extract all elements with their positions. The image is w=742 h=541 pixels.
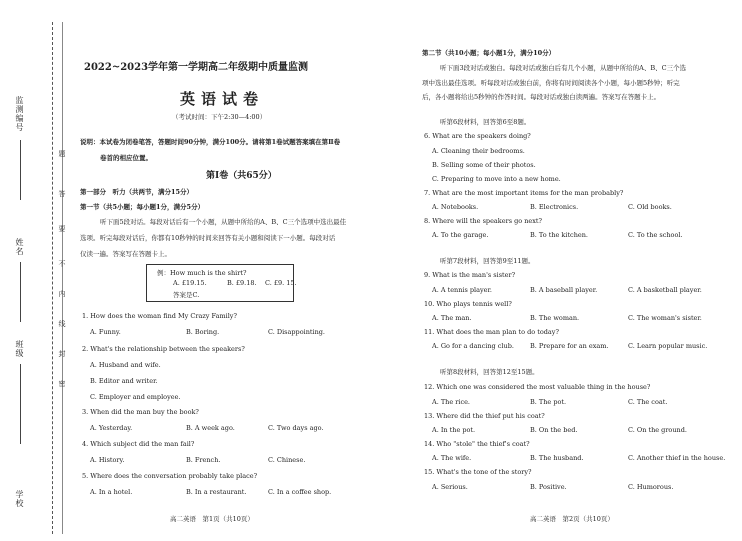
option-a: A. Serious. bbox=[432, 483, 468, 491]
note-line-2: 卷首的相应位置。 bbox=[100, 154, 152, 162]
page-1-footer: 高二英语 第1页（共10页） bbox=[170, 515, 254, 523]
option-c: C. In a coffee shop. bbox=[268, 488, 332, 496]
option-a: A. Husband and wife. bbox=[90, 361, 161, 369]
option-a: A. Cleaning their bedrooms. bbox=[432, 147, 525, 155]
section-1-heading: 第一节（共5小题；每小题1分，满分5分） bbox=[80, 203, 205, 211]
example-option-b: B. £9.18. bbox=[227, 279, 257, 287]
section-2-heading: 第二节（共10小题；每小题1分，满分10分） bbox=[422, 49, 556, 57]
exam-no-label: 监测编号 bbox=[15, 96, 24, 132]
seal-char: 内 bbox=[58, 290, 66, 297]
option-b: B. Prepare for an exam. bbox=[530, 342, 609, 350]
option-b: B. Boring. bbox=[186, 328, 220, 336]
option-b: B. In a restaurant. bbox=[186, 488, 247, 496]
question-text: 6. What are the speakers doing? bbox=[424, 132, 531, 140]
option-a: A. The rice. bbox=[432, 398, 471, 406]
example-option-a: A. £19.15. bbox=[173, 279, 207, 287]
instruction-line-1: 听下面5段对话。每段对话后有一个小题，从题中所给的A、B、C三个选项中选出最佳 bbox=[100, 218, 347, 226]
option-a: A. History. bbox=[90, 456, 125, 464]
question-text: 14. Who "stole" the thief's coat? bbox=[424, 440, 530, 448]
question-text: 8. Where will the speakers go next? bbox=[424, 217, 543, 225]
option-a: A. Funny. bbox=[90, 328, 121, 336]
example-question: 例：How much is the shirt? bbox=[157, 269, 247, 277]
material-heading: 听第8段材料，回答第12至15题。 bbox=[440, 368, 539, 376]
example-answer: 答案是C. bbox=[173, 291, 200, 299]
option-c: C. On the ground. bbox=[628, 426, 687, 434]
option-c: C. To the school. bbox=[628, 231, 683, 239]
option-c: C. Disappointing. bbox=[268, 328, 325, 336]
class-line bbox=[20, 364, 21, 444]
question-text: 11. What does the man plan to do today? bbox=[424, 328, 559, 336]
option-a: A. In the pot. bbox=[432, 426, 476, 434]
question-text: 2. What's the relationship between the speakers? bbox=[82, 345, 245, 353]
option-b: B. Selling some of their photos. bbox=[432, 161, 536, 169]
question-text: 13. Where did the thief put his coat? bbox=[424, 412, 545, 420]
part-1-heading: 第一部分 听力（共两节，满分15分） bbox=[80, 188, 194, 196]
seal-char: 不 bbox=[58, 260, 66, 267]
material-heading: 听第6段材料，回答第6至8题。 bbox=[440, 118, 531, 126]
option-a: A. In a hotel. bbox=[90, 488, 133, 496]
option-b: B. To the kitchen. bbox=[530, 231, 588, 239]
seal-char: 密 bbox=[58, 380, 66, 387]
question-text: 5. Where does the conversation probably take place? bbox=[82, 472, 258, 480]
question-text: 10. Who plays tennis well? bbox=[424, 300, 512, 308]
option-a: A. The wife. bbox=[432, 454, 472, 462]
question-text: 9. What is the man's sister? bbox=[424, 271, 516, 279]
option-c: C. Employer and employee. bbox=[90, 393, 181, 401]
question-text: 4. Which subject did the man fail? bbox=[82, 440, 195, 448]
material-heading: 听第7段材料，回答第9至11题。 bbox=[440, 257, 535, 265]
option-b: B. Electronics. bbox=[530, 203, 579, 211]
exam-time: （考试时间：下午2:30—4:00） bbox=[172, 113, 267, 121]
option-a: A. To the garage. bbox=[432, 231, 489, 239]
option-b: B. Editor and writer. bbox=[90, 377, 158, 385]
option-a: A. Notebooks. bbox=[432, 203, 479, 211]
binding-margin bbox=[0, 0, 56, 541]
seal-char: 要 bbox=[58, 225, 66, 232]
option-b: B. A week ago. bbox=[186, 424, 235, 432]
exam-no-line bbox=[20, 140, 21, 200]
name-label: 姓名 bbox=[15, 238, 24, 256]
option-c: C. Preparing to move into a new home. bbox=[432, 175, 561, 183]
option-c: C. Humorous. bbox=[628, 483, 674, 491]
seal-char: 答 bbox=[58, 190, 66, 197]
option-b: B. The woman. bbox=[530, 314, 580, 322]
seal-char: 线 bbox=[58, 320, 66, 327]
seal-char: 题 bbox=[58, 150, 66, 157]
question-text: 3. When did the man buy the book? bbox=[82, 408, 199, 416]
option-a: A. Go for a dancing club. bbox=[432, 342, 514, 350]
instruction-line-3: 仅读一遍。答案写在答题卡上。 bbox=[80, 250, 171, 258]
exam-title: 2022~2023学年第一学期高二年级期中质量监测 bbox=[84, 62, 309, 73]
subject-title: 英语试卷 bbox=[180, 90, 265, 108]
question-text: 7. What are the most important items for the man probably? bbox=[424, 189, 624, 197]
option-c: C. The coat. bbox=[628, 398, 668, 406]
question-text: 15. What's the tone of the story? bbox=[424, 468, 532, 476]
option-c: C. The woman's sister. bbox=[628, 314, 702, 322]
seal-char: 封 bbox=[58, 350, 66, 357]
option-c: C. Old books. bbox=[628, 203, 672, 211]
option-b: B. The pot. bbox=[530, 398, 567, 406]
example-option-c: C. £9. 15. bbox=[265, 279, 297, 287]
option-b: B. The husband. bbox=[530, 454, 584, 462]
instruction-line-3: 后，各小题将给出5秒钟的作答时间。每段对话或独白读两遍。答案写在答题卡上。 bbox=[422, 93, 661, 101]
name-line bbox=[20, 262, 21, 322]
seal-line bbox=[52, 22, 53, 534]
option-a: A. Yesterday. bbox=[90, 424, 133, 432]
option-c: C. Chinese. bbox=[268, 456, 306, 464]
note-line-1: 说明：本试卷为闭卷笔答，答题时间90分钟，满分100分。请将第1卷试题答案填在第Ⅱ卷 bbox=[80, 138, 341, 146]
option-b: B. A baseball player. bbox=[530, 286, 598, 294]
instruction-line-2: 项中选出最佳选项。听每段对话或独白前，你将有时间阅读各个小题，每小题5秒钟；听完 bbox=[422, 79, 680, 87]
question-text: 1. How does the woman find My Crazy Family? bbox=[82, 312, 237, 320]
volume-1-heading: 第Ⅰ卷（共65分） bbox=[206, 171, 277, 181]
class-label: 班级 bbox=[15, 340, 24, 358]
option-b: B. French. bbox=[186, 456, 221, 464]
option-b: B. Positive. bbox=[530, 483, 567, 491]
option-a: A. The man. bbox=[432, 314, 472, 322]
option-c: C. Learn popular music. bbox=[628, 342, 708, 350]
school-label: 学校 bbox=[15, 490, 24, 508]
instruction-line-2: 选项。听完每段对话后，你都有10秒钟的时间来回答有关小题和阅读下一小题。每段对话 bbox=[80, 234, 336, 242]
option-a: A. A tennis player. bbox=[432, 286, 492, 294]
option-b: B. On the bed. bbox=[530, 426, 578, 434]
option-c: C. Another thief in the house. bbox=[628, 454, 726, 462]
question-text: 12. Which one was considered the most valuable thing in the house? bbox=[424, 383, 651, 391]
example-box bbox=[146, 264, 297, 302]
page-2-footer: 高二英语 第2页（共10页） bbox=[530, 515, 614, 523]
option-c: C. Two days ago. bbox=[268, 424, 324, 432]
option-c: C. A basketball player. bbox=[628, 286, 702, 294]
margin-border bbox=[62, 22, 63, 534]
instruction-line-1: 听下面3段对话或独白。每段对话或独白后有几个小题，从题中所给的A、B、C三个选 bbox=[440, 64, 687, 72]
